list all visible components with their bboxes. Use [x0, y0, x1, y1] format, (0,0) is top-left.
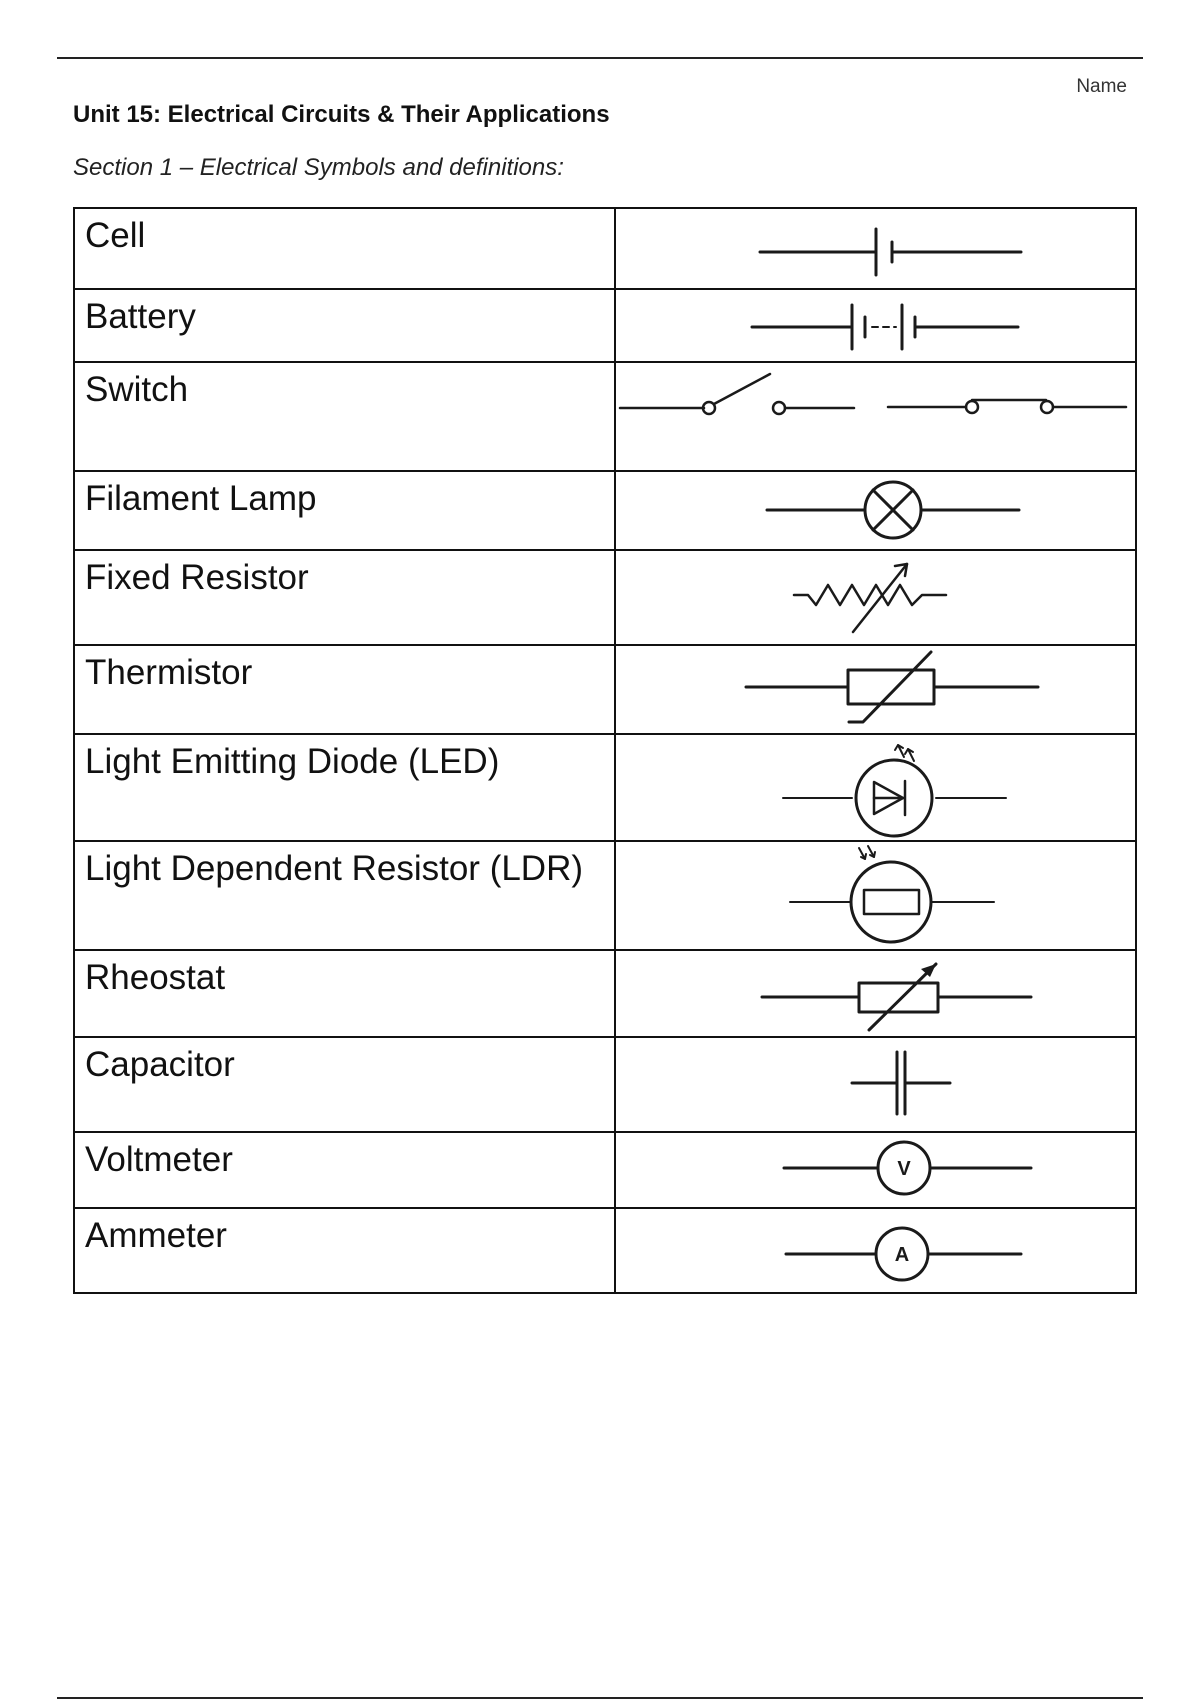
name-label: Name	[1076, 76, 1127, 97]
table-row	[74, 550, 1136, 645]
bottom-rule	[57, 1697, 1143, 1699]
switch-symbols-icon	[616, 363, 1135, 470]
symbol-cell	[615, 1037, 1136, 1132]
led-symbol-icon	[616, 735, 1135, 840]
ldr-symbol-icon	[616, 842, 1135, 949]
symbol-cell	[615, 645, 1136, 734]
table-row	[74, 1132, 1136, 1208]
table-row	[74, 208, 1136, 289]
top-rule	[57, 57, 1143, 59]
table-row	[74, 950, 1136, 1037]
term-cell: Rheostat	[74, 950, 615, 1037]
symbol-cell	[615, 471, 1136, 550]
symbol-cell	[615, 1132, 1136, 1208]
term-cell: Ammeter	[74, 1208, 615, 1293]
lamp-symbol-icon	[616, 472, 1135, 549]
symbols-table	[73, 207, 1137, 1294]
term-cell: Filament Lamp	[74, 471, 615, 550]
voltmeter-symbol-icon	[616, 1133, 1135, 1207]
page-title: Unit 15: Electrical Circuits & Their Applications	[73, 101, 610, 128]
term-cell: Battery	[74, 289, 615, 362]
ammeter-symbol-icon	[616, 1209, 1135, 1292]
capacitor-symbol-icon	[616, 1038, 1135, 1131]
table-row	[74, 841, 1136, 950]
symbol-cell	[615, 1208, 1136, 1293]
symbol-cell	[615, 734, 1136, 841]
table-row	[74, 471, 1136, 550]
table-row	[74, 645, 1136, 734]
term-cell: Cell	[74, 208, 615, 289]
term-cell: Capacitor	[74, 1037, 615, 1132]
symbol-cell	[615, 950, 1136, 1037]
ammeter-label: A	[894, 1244, 910, 1266]
rheostat-symbol-icon	[616, 951, 1135, 1036]
term-cell: Light Emitting Diode (LED)	[74, 734, 615, 841]
term-cell: Fixed Resistor	[74, 550, 615, 645]
cell-symbol-icon	[616, 209, 1135, 288]
battery-symbol-icon	[616, 290, 1135, 361]
term-cell: Switch	[74, 362, 615, 471]
symbol-cell	[615, 289, 1136, 362]
table-row	[74, 362, 1136, 471]
term-cell: Thermistor	[74, 645, 615, 734]
table-row	[74, 1037, 1136, 1132]
thermistor-symbol-icon	[616, 646, 1135, 733]
symbol-cell	[615, 841, 1136, 950]
symbol-cell	[615, 362, 1136, 471]
voltmeter-label: V	[897, 1158, 911, 1180]
table-row	[74, 1208, 1136, 1293]
term-cell: Voltmeter	[74, 1132, 615, 1208]
table-row	[74, 734, 1136, 841]
variable-resistor-symbol-icon	[616, 551, 1135, 644]
term-cell: Light Dependent Resistor (LDR)	[74, 841, 615, 950]
symbol-cell	[615, 208, 1136, 289]
table-row	[74, 289, 1136, 362]
section-subtitle: Section 1 – Electrical Symbols and definitions:	[73, 154, 564, 181]
symbol-cell	[615, 550, 1136, 645]
